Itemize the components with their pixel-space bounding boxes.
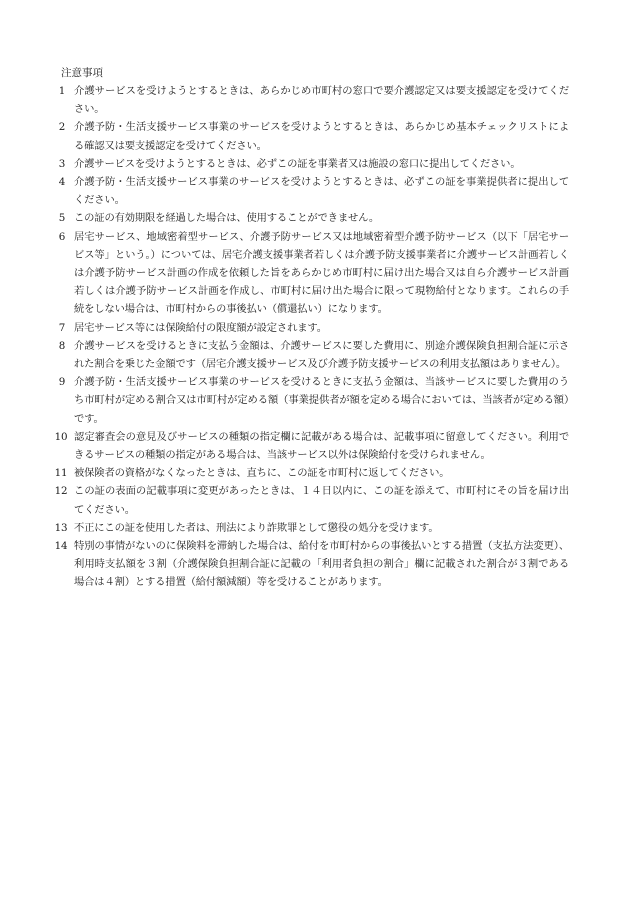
note-item-6 bbox=[58, 228, 569, 319]
note-text: 介護予防・生活支援サービス事業のサービスを受けようとするときは、あらかじめ基本チェックリストによる確認又は要支援認定を受けてください。 bbox=[74, 121, 569, 152]
note-number: 6 bbox=[58, 230, 66, 243]
note-item-9 bbox=[58, 373, 569, 428]
note-text: 介護サービスを受けるときに支払う金額は、介護サービスに要した費用に、別途介護保険負担割合証に示された割合を乗じた金額です（居宅介護支援サービス及び介護予防支援サービスの利用支払額はありません）。 bbox=[74, 339, 569, 371]
note-text: 居宅サービス、地域密着型サービス、介護予防サービス又は地域密着型介護予防サービス（以下「居宅サービス等」という。）については、居宅介護支援事業者若しくは介護予防支援事業者に介護サービス計画若しくは介護予防サービス計画の作成を依頼した旨をあらかじめ市町村に届け出た場合又は自ら介護サービス計画若しくは介護予防サービス計画を作成し、市町村に届け出た場合に限って現物給付となります。これらの手続をしない場合は、市町村からの事後払い（償還払い）になります。 bbox=[74, 230, 569, 316]
note-number: 8 bbox=[58, 339, 66, 352]
note-text: 不正にこの証を使用した者は、刑法により詐欺罪として懲役の処分を受けます。 bbox=[74, 521, 439, 534]
notice-page bbox=[54, 66, 569, 592]
note-number: 14 bbox=[54, 540, 68, 553]
note-text: 認定審査会の意見及びサービスの種類の指定欄に記載がある場合は、記載事項に留意してください。利用できるサービスの種類の指定がある場合は、当該サービス以外は保険給付を受けられません。 bbox=[74, 430, 569, 462]
note-text: 介護予防・生活支援サービス事業のサービスを受けようとするときは、必ずこの証を事業提供者に提出してください。 bbox=[74, 176, 569, 207]
note-number: 1 bbox=[58, 85, 66, 97]
note-item-4 bbox=[58, 173, 569, 209]
note-number: 4 bbox=[58, 176, 66, 189]
notes-list bbox=[54, 82, 569, 592]
note-number: 3 bbox=[58, 157, 66, 170]
note-text: この証の表面の記載事項に変更があったときは、１４日以内に、この証を添えて、市町村にその旨を届け出てください。 bbox=[74, 485, 569, 516]
note-item-2 bbox=[58, 118, 569, 154]
note-item-10 bbox=[54, 428, 569, 464]
note-number: 7 bbox=[58, 321, 66, 334]
note-item-5 bbox=[58, 209, 569, 227]
note-text: 介護サービスを受けようとするときは、必ずこの証を事業者又は施設の窓口に提出してください。 bbox=[74, 157, 521, 170]
note-text: 特別の事情がないのに保険料を滞納した場合は、給付を市町村からの事後払いとする措置（支払方法変更）、利用時支払額を３割（介護保険負担割合証に記載の「利用者負担の割合」欄に記載された割合が３割である場合は４割）とする措置（給付額減額）等を受けることがあります。 bbox=[74, 540, 569, 589]
note-number: 13 bbox=[54, 521, 68, 534]
note-item-1 bbox=[58, 82, 569, 118]
note-item-3 bbox=[58, 155, 569, 173]
note-number: 10 bbox=[54, 430, 68, 443]
note-number: 11 bbox=[54, 467, 68, 480]
note-text: この証の有効期限を経過した場合は、使用することができません。 bbox=[74, 212, 380, 225]
note-text: 介護サービスを受けようとするときは、あらかじめ市町村の窓口で要介護認定又は要支援認定を受けてください。 bbox=[74, 85, 569, 116]
note-text: 被保険者の資格がなくなったときは、直ちに、この証を市町村に返してください。 bbox=[74, 467, 450, 480]
notes-heading: 注意事項 bbox=[61, 67, 103, 79]
note-item-13 bbox=[54, 519, 569, 537]
note-number: 2 bbox=[58, 121, 66, 134]
note-item-12 bbox=[54, 482, 569, 518]
note-item-11 bbox=[54, 464, 569, 482]
note-text: 介護予防・生活支援サービス事業のサービスを受けるときに支払う金額は、当該サービスに要した費用のうち市町村が定める割合又は市町村が定める額（事業提供者が額を定める場合においては、当該者が定める額）です。 bbox=[74, 376, 569, 425]
note-number: 12 bbox=[54, 485, 68, 498]
note-item-7 bbox=[58, 319, 569, 337]
note-number: 9 bbox=[58, 376, 66, 389]
note-number: 5 bbox=[58, 212, 66, 225]
note-item-14 bbox=[54, 537, 569, 592]
note-item-8 bbox=[58, 337, 569, 373]
note-text: 居宅サービス等には保険給付の限度額が設定されます。 bbox=[74, 321, 327, 334]
